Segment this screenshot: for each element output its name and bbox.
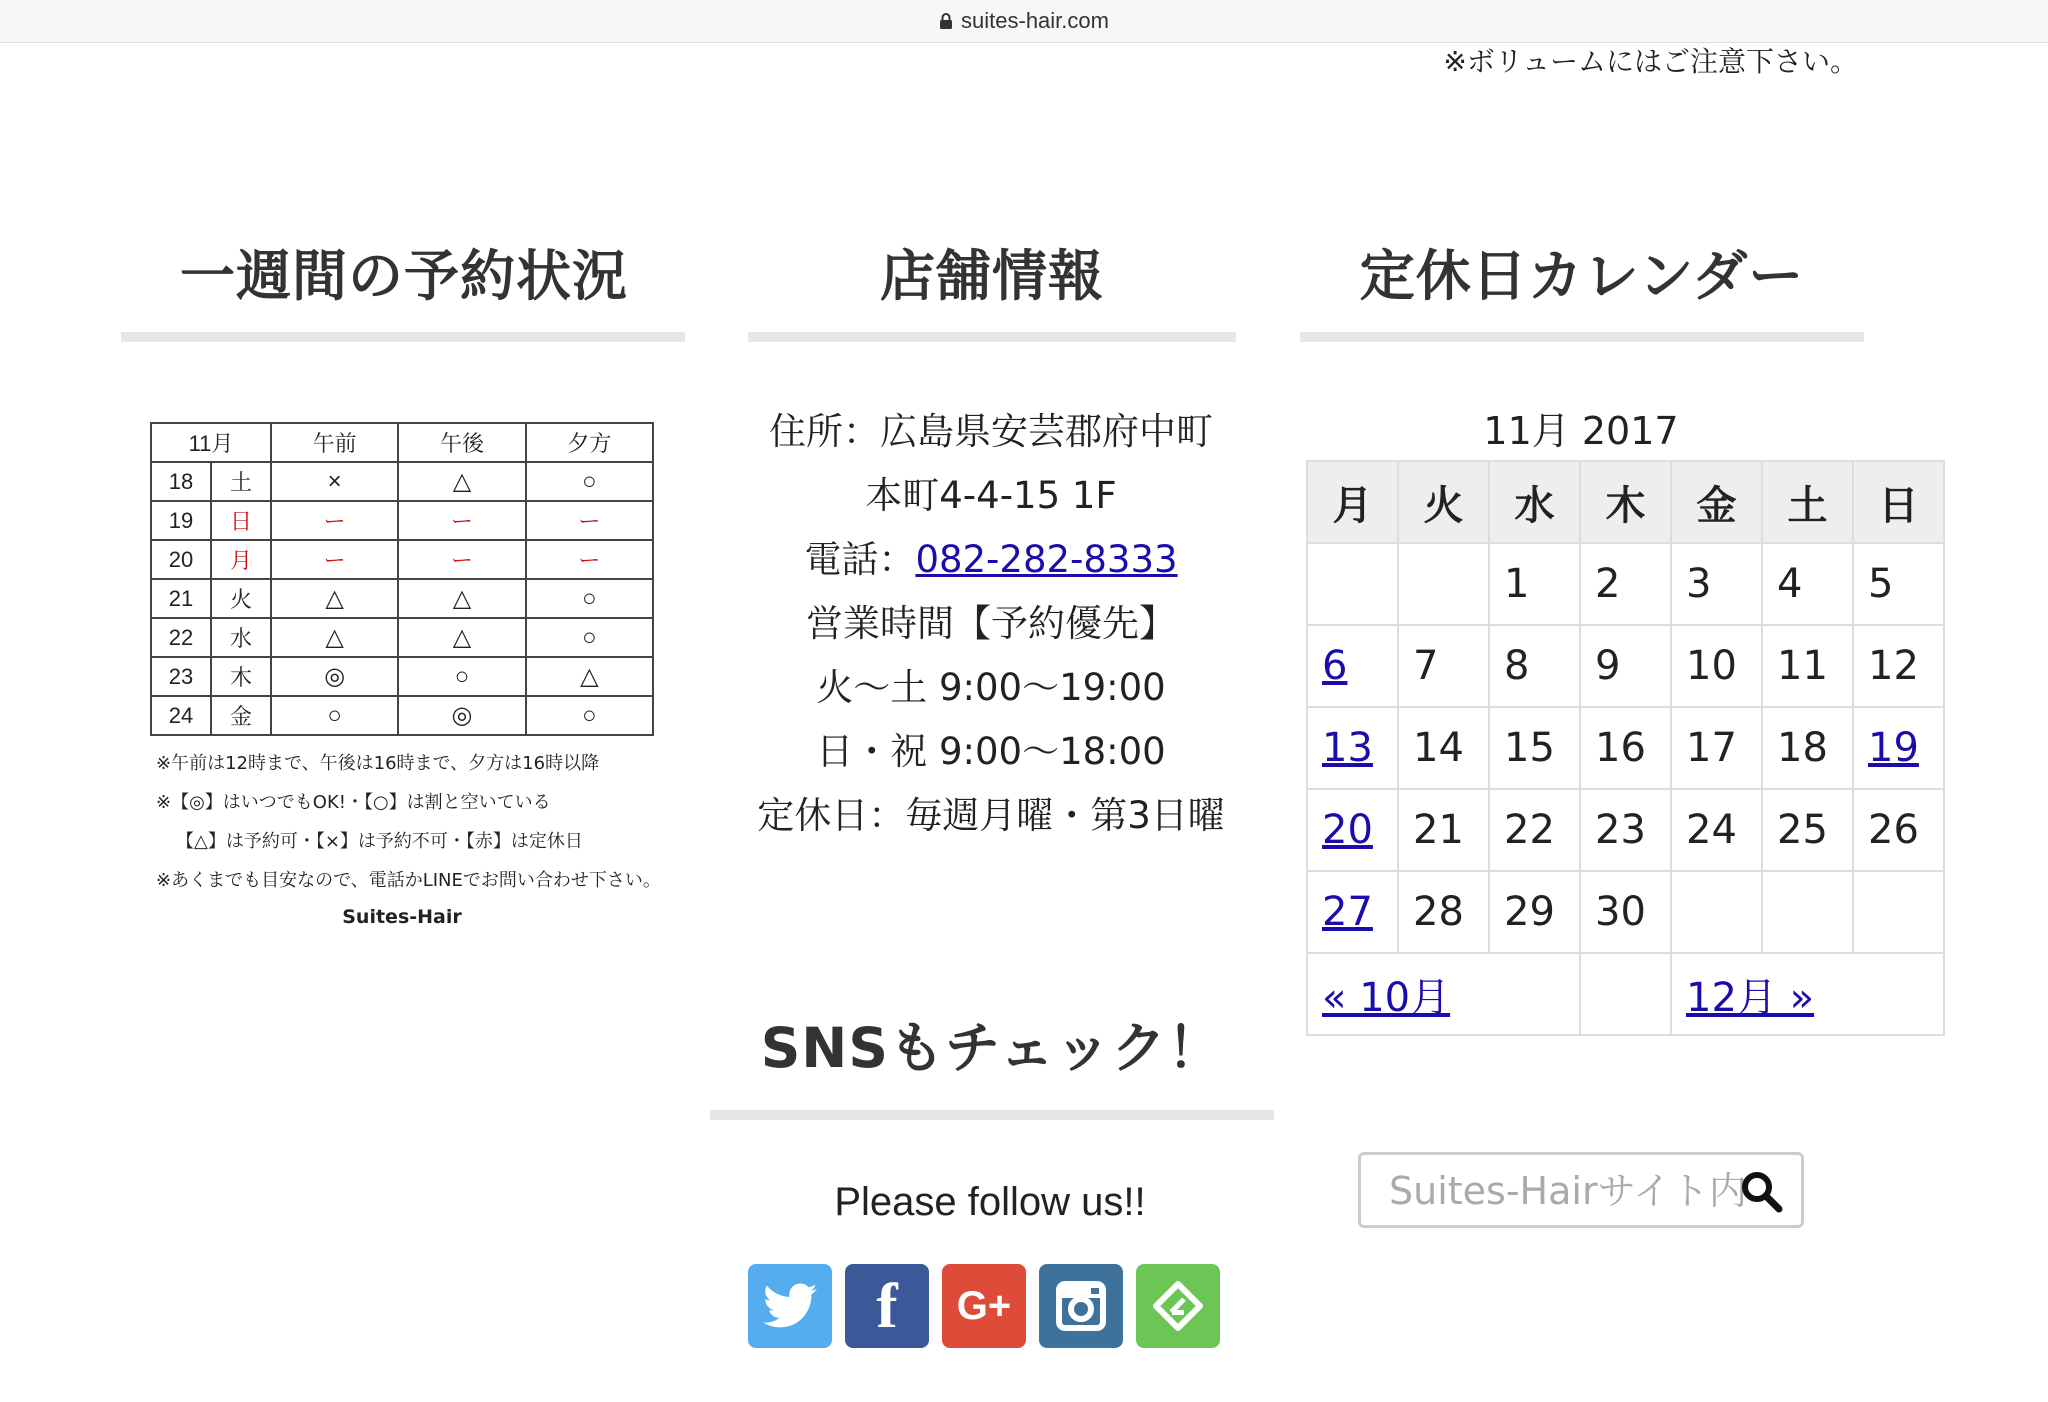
google-plus-glyph: G+: [956, 1283, 1012, 1328]
calendar-day-number: 17: [1686, 725, 1737, 771]
calendar-weekday: 木: [1580, 461, 1671, 543]
calendar-day-number: 30: [1595, 889, 1646, 935]
reservation-cell-am: △: [271, 579, 398, 618]
calendar-day-number: 23: [1595, 807, 1646, 853]
calendar-day-number: 16: [1595, 725, 1646, 771]
calendar-day-cell: [1580, 789, 1671, 871]
reservation-header-row: [151, 423, 653, 462]
reservation-cell-pm: △: [398, 462, 525, 501]
reservation-cell-day: 土: [211, 462, 271, 501]
reservation-cell-am: ー: [271, 501, 398, 540]
calendar-day-cell: [1398, 707, 1489, 789]
reservation-notes: [156, 744, 661, 900]
reservation-cell-pm: △: [398, 579, 525, 618]
reservation-note: ※【◎】はいつでもOK!・【○】は割と空いている: [156, 792, 551, 813]
calendar-day-number: 22: [1504, 807, 1555, 853]
calendar-weekday: 火: [1398, 461, 1489, 543]
reservation-cell-date: 24: [151, 696, 211, 735]
calendar-weekday-row: [1307, 461, 1944, 543]
calendar-day-cell: [1853, 707, 1944, 789]
shop-info-underline: [748, 332, 1236, 342]
reservation-cell-eve: ○: [526, 462, 653, 501]
header-month: 11月: [151, 423, 271, 462]
calendar-day-cell: [1307, 543, 1398, 625]
reservation-cell-am: ー: [271, 540, 398, 579]
calendar-day-cell: [1853, 625, 1944, 707]
calendar-day-cell: [1489, 707, 1580, 789]
calendar-day-cell: [1671, 789, 1762, 871]
reservation-heading: 一週間の予約状況: [179, 244, 628, 308]
header-evening: 夕方: [526, 423, 653, 462]
calendar-day-number: 18: [1777, 725, 1828, 771]
reservation-cell-pm: ー: [398, 501, 525, 540]
calendar-day-number: 2: [1595, 561, 1621, 607]
calendar-day-cell: [1307, 871, 1398, 953]
reservation-row: [151, 657, 653, 696]
reservation-cell-day: 木: [211, 657, 271, 696]
shop-info-heading: 店舗情報: [879, 244, 1104, 308]
calendar-week-row: [1307, 871, 1944, 953]
holiday-calendar: [1306, 460, 1945, 1036]
calendar-day-cell: [1489, 871, 1580, 953]
facebook-icon[interactable]: [845, 1264, 929, 1348]
feedly-icon[interactable]: [1136, 1264, 1220, 1348]
reservation-cell-eve: ○: [526, 618, 653, 657]
calendar-day-cell: [1580, 707, 1671, 789]
reservation-cell-date: 18: [151, 462, 211, 501]
reservation-cell-day: 金: [211, 696, 271, 735]
reservation-cell-day: 火: [211, 579, 271, 618]
url-text: suites-hair.com: [961, 8, 1109, 33]
calendar-weekday: 水: [1489, 461, 1580, 543]
reservation-row: [151, 579, 653, 618]
calendar-day-link[interactable]: 19: [1868, 725, 1919, 771]
calendar-day-number: 4: [1777, 561, 1803, 607]
calendar-day-cell: [1671, 543, 1762, 625]
reservation-cell-pm: ◎: [398, 696, 525, 735]
calendar-day-cell: [1762, 543, 1853, 625]
sns-icon-row: [748, 1264, 1220, 1348]
calendar-day-cell: [1671, 625, 1762, 707]
calendar-day-cell: [1489, 543, 1580, 625]
calendar-day-cell: [1853, 789, 1944, 871]
reservation-cell-date: 19: [151, 501, 211, 540]
calendar-weekday: 土: [1762, 461, 1853, 543]
reservation-note: ※あくまでも目安なので、電話かLINEでお問い合わせ下さい。: [156, 870, 661, 891]
reservation-underline: [121, 332, 685, 342]
calendar-day-number: 3: [1686, 561, 1712, 607]
reservation-note: 【△】は予約可・【×】は予約不可・【赤】は定休日: [176, 831, 583, 852]
calendar-day-number: 25: [1777, 807, 1828, 853]
calendar-heading: 定休日カレンダー: [1359, 244, 1805, 308]
calendar-day-cell: [1489, 625, 1580, 707]
header-pm: 午後: [398, 423, 525, 462]
calendar-day-number: 9: [1595, 643, 1621, 689]
shop-info: [748, 400, 1234, 848]
calendar-day-link[interactable]: 27: [1322, 889, 1373, 935]
calendar-day-cell: [1307, 789, 1398, 871]
calendar-prev-link[interactable]: « 10月: [1322, 974, 1451, 1021]
reservation-table-image: [150, 422, 654, 736]
calendar-day-link[interactable]: 20: [1322, 807, 1373, 853]
calendar-nav-spacer: [1580, 953, 1671, 1035]
reservation-cell-pm: △: [398, 618, 525, 657]
calendar-day-cell: [1580, 625, 1671, 707]
calendar-day-number: 5: [1868, 561, 1894, 607]
calendar-day-cell: [1398, 543, 1489, 625]
calendar-day-cell: [1398, 871, 1489, 953]
calendar-week-row: [1307, 789, 1944, 871]
calendar-day-cell: [1853, 543, 1944, 625]
reservation-cell-am: △: [271, 618, 398, 657]
site-search: [1358, 1152, 1804, 1228]
reservation-cell-day: 水: [211, 618, 271, 657]
reservation-cell-am: ×: [271, 462, 398, 501]
reservation-cell-eve: ー: [526, 540, 653, 579]
shop-hours-weekday: 火～土 9:00～19:00: [816, 666, 1166, 709]
reservation-cell-am: ◎: [271, 657, 398, 696]
reservation-cell-day: 日: [211, 501, 271, 540]
sns-heading: SNSもチェック！: [760, 1016, 1224, 1080]
calendar-day-cell: [1671, 707, 1762, 789]
reservation-row: [151, 696, 653, 735]
search-input[interactable]: [1361, 1155, 1791, 1227]
shop-address-line1: 住所：広島県安芸郡府中町: [769, 410, 1213, 453]
calendar-prev-cell: [1307, 953, 1580, 1035]
calendar-day-link[interactable]: 6: [1322, 643, 1348, 689]
calendar-day-cell: [1580, 543, 1671, 625]
calendar-day-number: 10: [1686, 643, 1737, 689]
shop-closed-days: 定休日：毎週月曜・第3日曜: [757, 794, 1225, 837]
calendar-day-number: 8: [1504, 643, 1530, 689]
shop-phone-line: [748, 528, 1234, 592]
calendar-day-link[interactable]: 13: [1322, 725, 1373, 771]
calendar-day-number: 12: [1868, 643, 1919, 689]
calendar-day-cell: [1307, 625, 1398, 707]
reservation-row: [151, 501, 653, 540]
calendar-day-number: 26: [1868, 807, 1919, 853]
phone-label: 電話：: [804, 538, 916, 581]
calendar-day-cell: [1762, 707, 1853, 789]
instagram-icon[interactable]: [1039, 1264, 1123, 1348]
calendar-next-cell: [1671, 953, 1944, 1035]
calendar-day-number: 21: [1413, 807, 1464, 853]
reservation-cell-pm: ○: [398, 657, 525, 696]
facebook-glyph: f: [876, 1270, 898, 1341]
calendar-day-cell: [1853, 871, 1944, 953]
calendar-day-number: 7: [1413, 643, 1439, 689]
calendar-day-cell: [1398, 789, 1489, 871]
calendar-day-number: 11: [1777, 643, 1828, 689]
calendar-day-cell: [1762, 625, 1853, 707]
header-am: 午前: [271, 423, 398, 462]
calendar-day-cell: [1762, 789, 1853, 871]
shop-hours-holiday: 日・祝 9:00～18:00: [816, 730, 1166, 773]
reservation-cell-eve: ○: [526, 696, 653, 735]
browser-url-bar[interactable]: [0, 0, 2048, 43]
calendar-week-row: [1307, 707, 1944, 789]
calendar-day-cell: [1671, 871, 1762, 953]
twitter-icon[interactable]: [748, 1264, 832, 1348]
reservation-brand: Suites-Hair: [342, 906, 462, 928]
reservation-row: [151, 462, 653, 501]
shop-address-line2: 本町4-4-15 1F: [865, 474, 1117, 517]
calendar-day-number: 15: [1504, 725, 1555, 771]
reservation-row: [151, 540, 653, 579]
calendar-weekday: 月: [1307, 461, 1398, 543]
calendar-day-number: 14: [1413, 725, 1464, 771]
calendar-weekday: 金: [1671, 461, 1762, 543]
reservation-cell-eve: △: [526, 657, 653, 696]
calendar-next-link[interactable]: 12月 »: [1686, 974, 1815, 1021]
calendar-day-cell: [1307, 707, 1398, 789]
calendar-day-cell: [1580, 871, 1671, 953]
reservation-row: [151, 618, 653, 657]
reservation-cell-eve: ー: [526, 501, 653, 540]
calendar-caption: 11月 2017: [1483, 409, 1679, 453]
reservation-cell-date: 20: [151, 540, 211, 579]
lock-icon: [939, 13, 953, 29]
calendar-day-cell: [1762, 871, 1853, 953]
calendar-underline: [1300, 332, 1864, 342]
follow-text: Please follow us!!: [834, 1180, 1146, 1224]
calendar-day-number: 24: [1686, 807, 1737, 853]
search-icon[interactable]: [1739, 1169, 1783, 1213]
calendar-week-row: [1307, 543, 1944, 625]
reservation-cell-am: ○: [271, 696, 398, 735]
reservation-cell-eve: ○: [526, 579, 653, 618]
sns-underline: [710, 1110, 1274, 1120]
reservation-cell-date: 23: [151, 657, 211, 696]
calendar-day-cell: [1489, 789, 1580, 871]
reservation-cell-date: 21: [151, 579, 211, 618]
reservation-note: ※午前は12時まで、午後は16時まで、夕方は16時以降: [156, 753, 600, 774]
shop-hours-label: 営業時間【予約優先】: [806, 602, 1176, 645]
calendar-nav-row: [1307, 953, 1944, 1035]
calendar-day-number: 29: [1504, 889, 1555, 935]
volume-notice: ※ボリュームにはご注意下さい。: [1443, 45, 1858, 78]
calendar-day-cell: [1398, 625, 1489, 707]
reservation-cell-date: 22: [151, 618, 211, 657]
calendar-weekday: 日: [1853, 461, 1944, 543]
phone-link[interactable]: 082-282-8333: [915, 538, 1178, 581]
reservation-cell-day: 月: [211, 540, 271, 579]
calendar-day-number: 1: [1504, 561, 1530, 607]
calendar-day-number: 28: [1413, 889, 1464, 935]
reservation-cell-pm: ー: [398, 540, 525, 579]
google-plus-icon[interactable]: [942, 1264, 1026, 1348]
calendar-week-row: [1307, 625, 1944, 707]
